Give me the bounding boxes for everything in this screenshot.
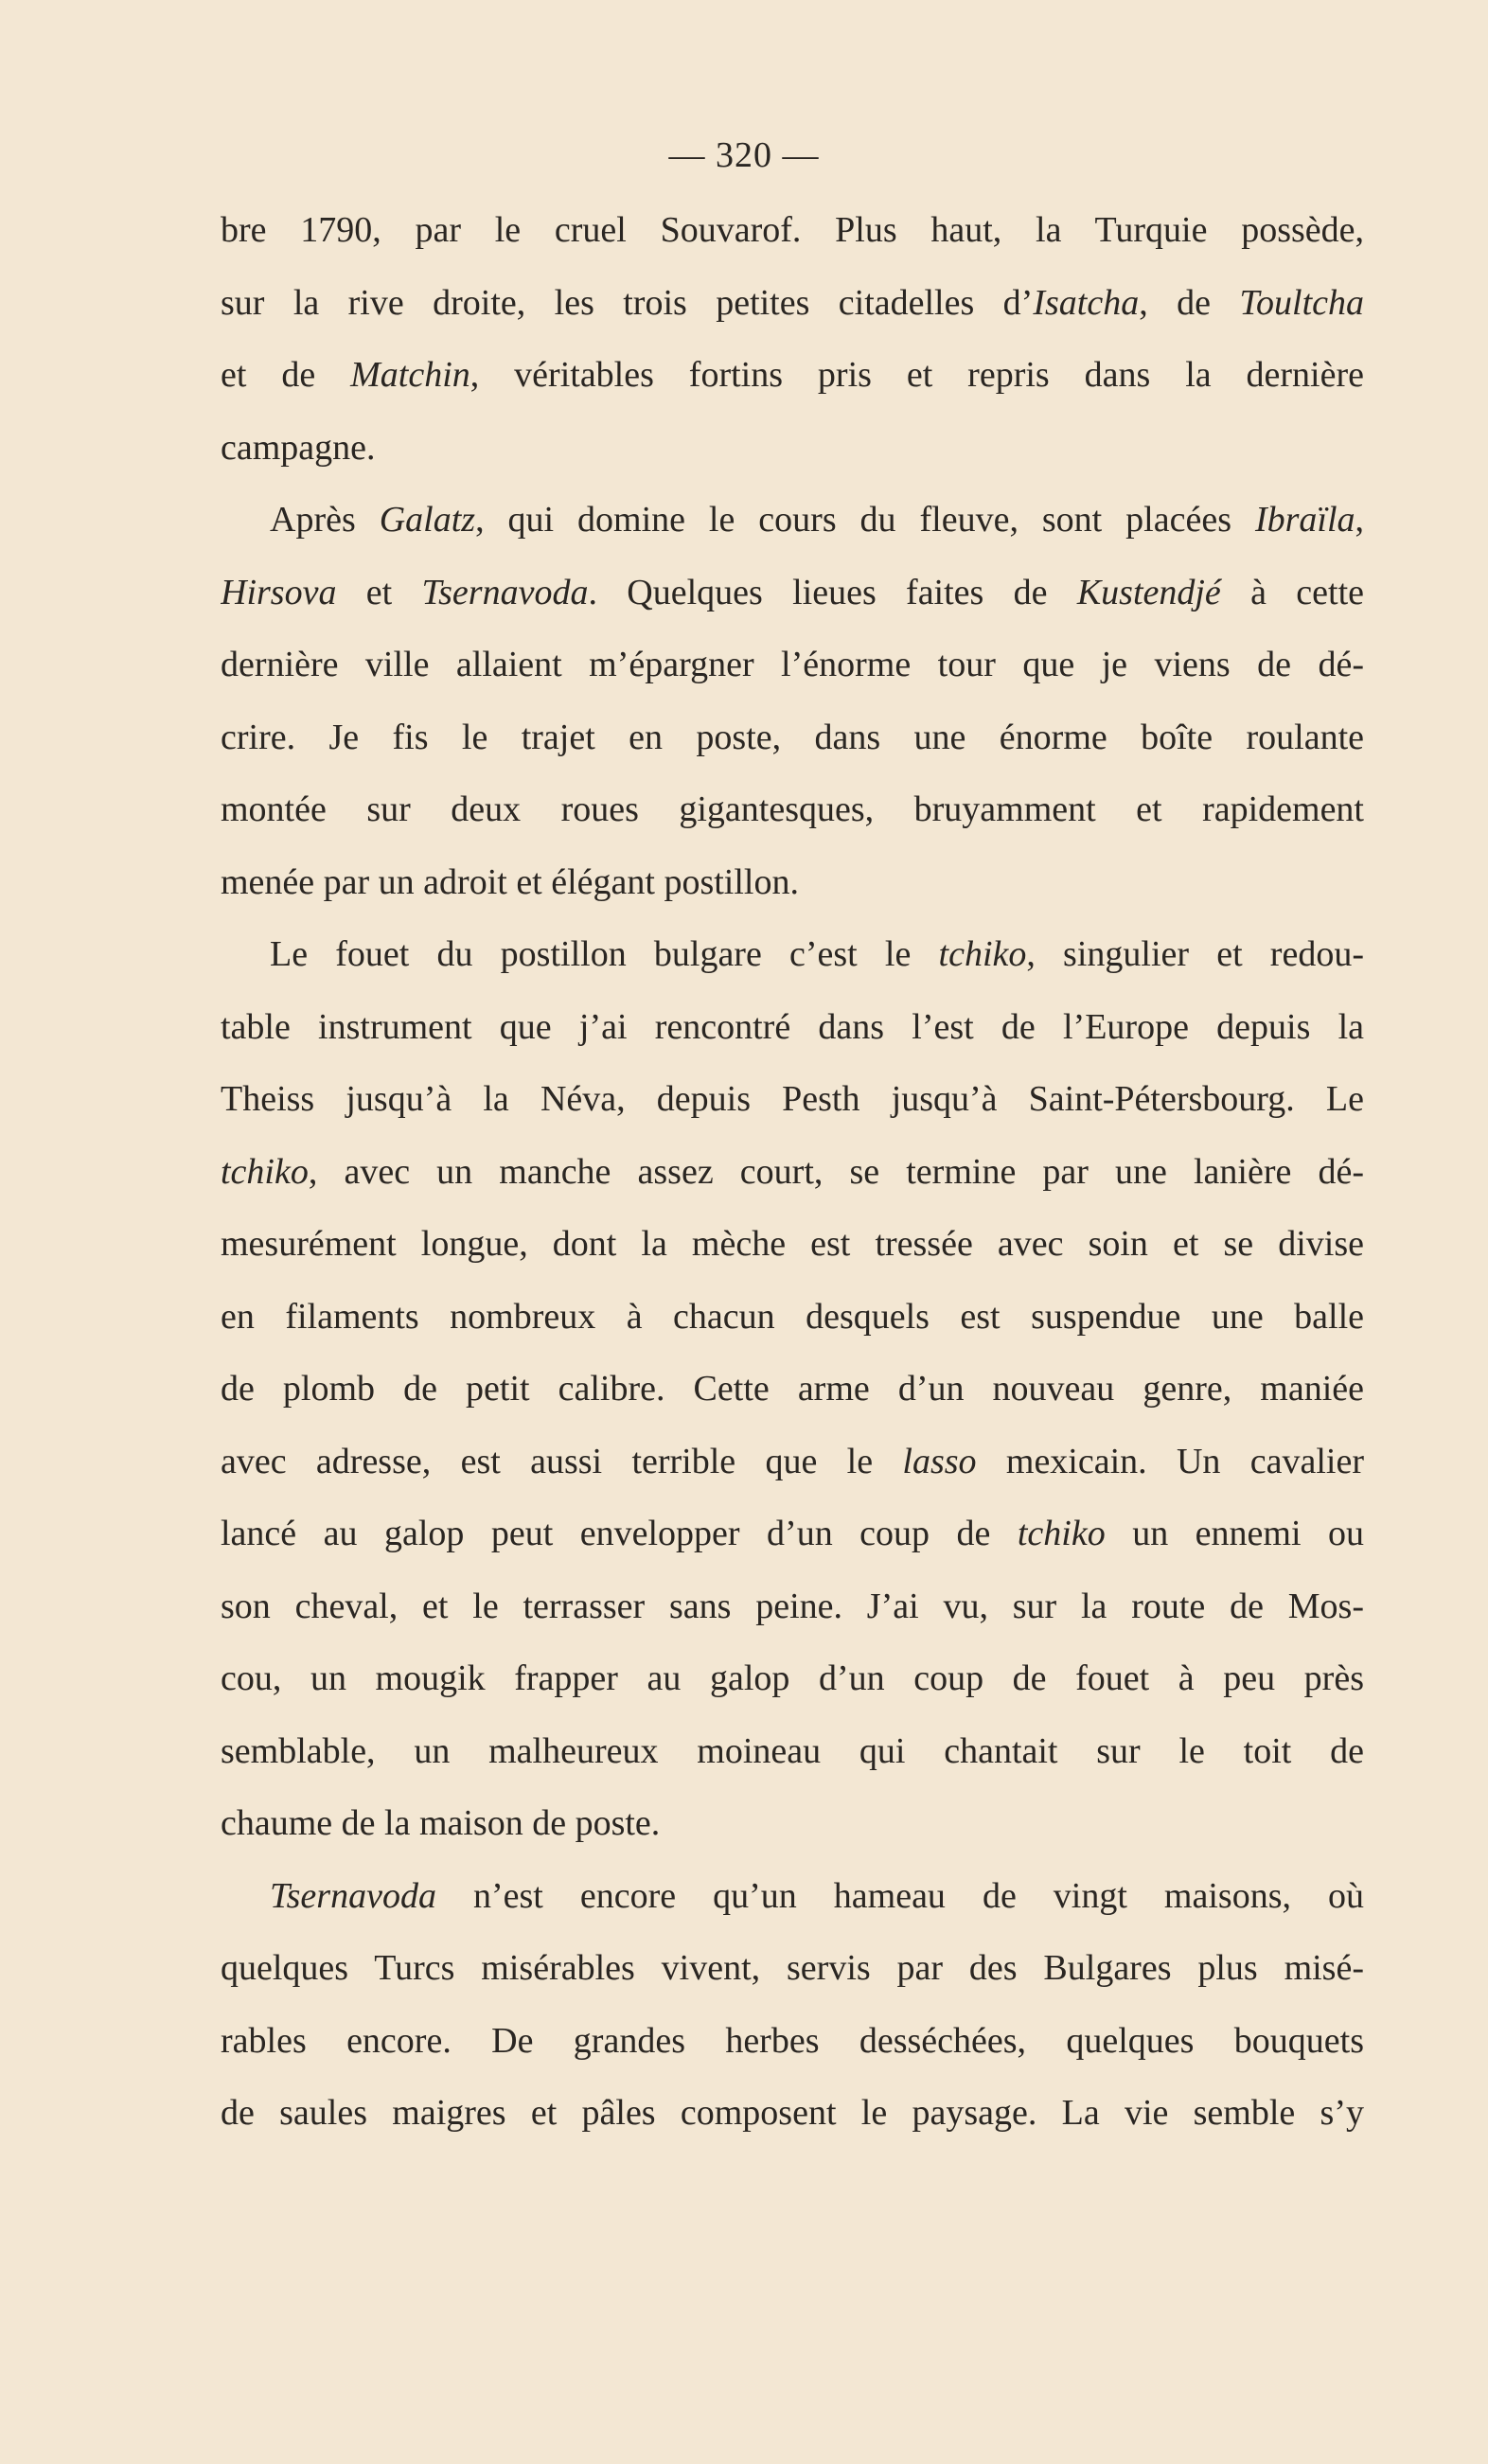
text-line xyxy=(221,773,1364,846)
text-run: un ennemi ou xyxy=(1105,1514,1364,1553)
text-run: . Quelques lieues faites de xyxy=(588,572,1077,612)
text-run: sur la rive droite, les trois petites citadelles d’ xyxy=(221,282,1034,323)
italic-term: tchiko xyxy=(221,1151,309,1192)
italic-term: Toultcha xyxy=(1239,282,1364,323)
text-line xyxy=(221,846,1364,919)
italic-term: lasso xyxy=(902,1441,977,1481)
text-run: dernière ville allaient m’épargner l’énorme tour que je viens de dé- xyxy=(221,645,1364,684)
text-line xyxy=(221,1642,1364,1715)
text-run: crire. Je fis le trajet en poste, dans une énorme boîte roulante xyxy=(221,717,1364,757)
text-run: mexicain. Un cavalier xyxy=(976,1441,1364,1481)
text-run: Le fouet du postillon bulgare c’est le xyxy=(270,934,939,974)
text-run: campagne. xyxy=(221,427,376,468)
text-run: table instrument que j’ai rencontré dans l’est de l’Europe depuis la xyxy=(221,1006,1364,1047)
text-run: avec adresse, est aussi terrible que le xyxy=(221,1441,903,1481)
italic-term: Isatcha xyxy=(1033,282,1140,323)
text-line xyxy=(221,1136,1364,1209)
text-run: à cette xyxy=(1220,572,1364,612)
text-line xyxy=(221,1860,1364,1933)
text-line xyxy=(221,2005,1364,2078)
text-run: de plomb de petit calibre. Cette arme d’un nouveau genre, maniée xyxy=(221,1369,1364,1409)
text-line xyxy=(221,194,1364,267)
text-line xyxy=(221,557,1364,629)
text-line xyxy=(221,1787,1364,1860)
italic-term: Hirsova xyxy=(221,572,337,612)
text-run: Theiss jusqu’à la Néva, depuis Pesth jusqu’à Saint-Pétersbourg. Le xyxy=(221,1079,1364,1119)
text-line xyxy=(221,1498,1364,1570)
text-run: Après xyxy=(270,500,380,540)
italic-term: tchiko xyxy=(1017,1514,1106,1553)
text-run: , véritables fortins pris et repris dans la dernière xyxy=(469,355,1364,395)
text-run: , xyxy=(1355,500,1364,540)
text-run: mesurément longue, dont la mèche est tressée avec soin et se divise xyxy=(221,1224,1364,1264)
text-run: , de xyxy=(1139,282,1240,323)
text-line xyxy=(221,701,1364,774)
text-run: et de xyxy=(221,355,351,395)
text-run: bre 1790, par le cruel Souvarof. Plus haut, la Turquie possède, xyxy=(221,210,1364,250)
text-run: n’est encore qu’un hameau de vingt maisons, où xyxy=(435,1875,1364,1916)
text-line xyxy=(221,1208,1364,1281)
text-line xyxy=(221,1281,1364,1354)
text-run: et xyxy=(336,572,422,612)
italic-term: Ibraïla xyxy=(1254,500,1355,540)
text-line xyxy=(221,629,1364,701)
text-run: de saules maigres et pâles composent le paysage. La vie semble s’y xyxy=(221,2093,1364,2133)
text-line xyxy=(221,1426,1364,1498)
text-run: , avec un manche assez court, se termine par une lanière dé- xyxy=(308,1151,1364,1192)
text-line xyxy=(221,2077,1364,2150)
text-run: menée par un adroit et élégant postillon. xyxy=(221,861,799,902)
text-run: , singulier et redou- xyxy=(1026,934,1364,974)
italic-term: Galatz xyxy=(379,500,476,540)
text-run: chaume de la maison de poste. xyxy=(221,1803,661,1843)
italic-term: Tsernavoda xyxy=(421,572,589,612)
text-run: rables encore. De grandes herbes desséchées, quelques bouquets xyxy=(221,2020,1364,2061)
text-line xyxy=(221,339,1364,412)
text-run: quelques Turcs misérables vivent, servis par des Bulgares plus misé- xyxy=(221,1948,1364,1988)
text-run: en filaments nombreux à chacun desquels est suspendue une balle xyxy=(221,1296,1364,1337)
text-run: , qui domine le cours du fleuve, sont placées xyxy=(475,500,1255,540)
body-text xyxy=(221,194,1364,2150)
text-line xyxy=(221,412,1364,485)
text-line xyxy=(221,1570,1364,1643)
text-line xyxy=(221,484,1364,557)
text-line xyxy=(221,918,1364,991)
italic-term: Matchin xyxy=(350,355,470,395)
italic-term: Kustendjé xyxy=(1076,572,1221,612)
italic-term: Tsernavoda xyxy=(270,1875,436,1916)
italic-term: tchiko xyxy=(938,934,1027,974)
text-run: montée sur deux roues gigantesques, bruyamment et rapidement xyxy=(221,789,1364,829)
text-run: lancé au galop peut envelopper d’un coup de xyxy=(221,1514,1018,1553)
text-line xyxy=(221,267,1364,340)
text-line xyxy=(221,1715,1364,1788)
text-line xyxy=(221,1353,1364,1426)
text-line xyxy=(221,1063,1364,1136)
page-number: — 320 — xyxy=(668,135,820,175)
text-run: cou, un mougik frapper au galop d’un coup de fouet à peu près xyxy=(221,1658,1364,1698)
text-line xyxy=(221,1932,1364,2005)
text-line xyxy=(221,991,1364,1064)
text-run: son cheval, et le terrasser sans peine. J’ai vu, sur la route de Mos- xyxy=(221,1586,1364,1626)
text-run: semblable, un malheureux moineau qui chantait sur le toit de xyxy=(221,1730,1364,1771)
